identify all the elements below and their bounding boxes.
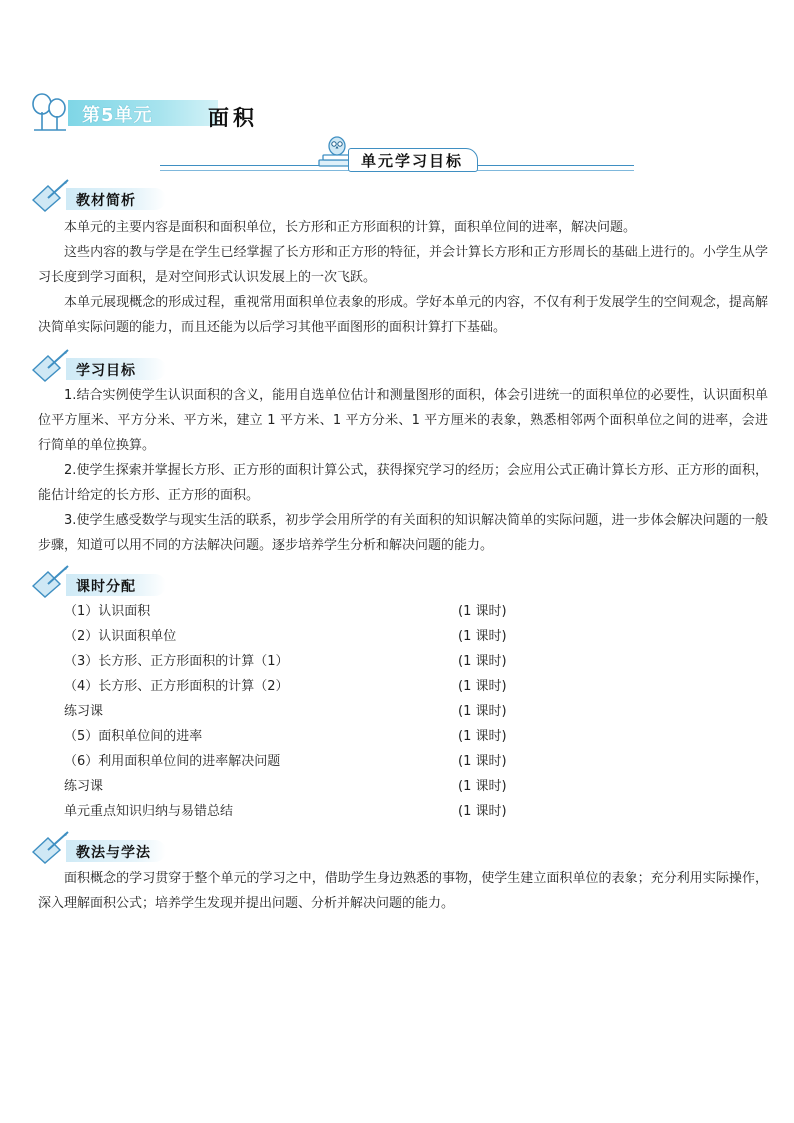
lesson-name: （6）利用面积单位间的进率解决问题 [64,754,281,769]
section-title: 教法与学法 [76,845,151,861]
section-tag [66,358,166,380]
lesson-hours: (1 课时) [458,754,507,769]
lesson-hours: (1 课时) [458,704,507,719]
lesson-name: （4）长方形、正方形面积的计算（2） [64,679,289,694]
section-heading-methods [30,830,170,864]
analysis-paragraph-3: 本单元展现概念的形成过程，重视常用面积单位表象的形成。学好本单元的内容，不仅有利于发展学生的空间观念，提高解决简单实际问题的能力，而且还能为以后学习其他平面图形的面积计算打下基础。 [38,295,768,335]
lesson-hours: (1 课时) [458,729,507,744]
schedule-row [64,699,524,724]
objective-paragraph-1: 1.结合实例使学生认识面积的含义，能用自选单位估计和测量图形的面积，体会引进统一的面积单位的必要性，认识面积单位平方厘米、平方分米、平方米，建立 1 平方米、1 平方分米、1 平方厘米的表象，熟悉相邻两个面积单位之间的进率，会进行简单的单位换算。 [38,388,768,453]
lesson-hours: (1 课时) [458,779,507,794]
lesson-name: 练习课 [64,779,104,794]
schedule-row [64,774,524,799]
unit-title: 面积 [208,106,258,130]
lesson-hours: (1 课时) [458,804,507,819]
tree-icon [30,92,70,132]
lesson-hours: (1 课时) [458,629,507,644]
lesson-hours: (1 课时) [458,679,507,694]
section-heading-objectives [30,348,170,382]
schedule-row [64,599,524,624]
lesson-name: （3）长方形、正方形面积的计算（1） [64,654,289,669]
schedule-row [64,724,524,749]
lesson-schedule [64,599,524,824]
schedule-row [64,649,524,674]
unit-label: 第5单元 [82,105,153,126]
schedule-row [64,624,524,649]
banner-label-box [348,148,478,172]
unit-goal-banner [160,134,634,174]
schedule-row [64,749,524,774]
lesson-name: （1）认识面积 [64,604,151,619]
section-heading-schedule [30,564,170,598]
section-tag [66,574,166,596]
section-title: 课时分配 [76,579,136,595]
section-title: 学习目标 [76,363,136,379]
schedule-row [64,674,524,699]
objective-paragraph-2: 2.使学生探索并掌握长方形、正方形的面积计算公式，获得探究学习的经历；会应用公式正确计算长方形、正方形的面积，能估计给定的长方形、正方形的面积。 [38,463,768,503]
section-title: 教材简析 [76,193,136,209]
analysis-paragraph-2: 这些内容的教与学是在学生已经掌握了长方形和正方形的特征，并会计算长方形和正方形周长的基础上进行的。小学生从学习长度到学习面积，是对空间形式认识发展上的一次飞跃。 [38,245,768,285]
lesson-hours: (1 课时) [458,604,507,619]
lesson-name: （2）认识面积单位 [64,629,177,644]
lesson-name: 单元重点知识归纳与易错总结 [64,804,234,819]
objective-paragraph-3: 3.使学生感受数学与现实生活的联系，初步学会用所学的有关面积的知识解决简单的实际问题，进一步体会解决问题的一般步骤，知道可以用不同的方法解决问题。逐步培养学生分析和解决问题的能力。 [38,513,768,553]
section-heading-analysis [30,178,170,212]
unit-badge [68,100,218,126]
lesson-hours: (1 课时) [458,654,507,669]
schedule-row [64,799,524,824]
section-tag [66,188,166,210]
section-tag [66,840,166,862]
banner-label: 单元学习目标 [361,152,464,170]
methods-paragraph-1: 面积概念的学习贯穿于整个单元的学习之中，借助学生身边熟悉的事物，使学生建立面积单位的表象；充分利用实际操作，深入理解面积公式；培养学生发现并提出问题、分析并解决问题的能力。 [38,871,768,911]
lesson-name: 练习课 [64,704,104,719]
lesson-name: （5）面积单位间的进率 [64,729,203,744]
analysis-paragraph-1: 本单元的主要内容是面积和面积单位，长方形和正方形面积的计算，面积单位间的进率，解决问题。 [64,220,637,235]
